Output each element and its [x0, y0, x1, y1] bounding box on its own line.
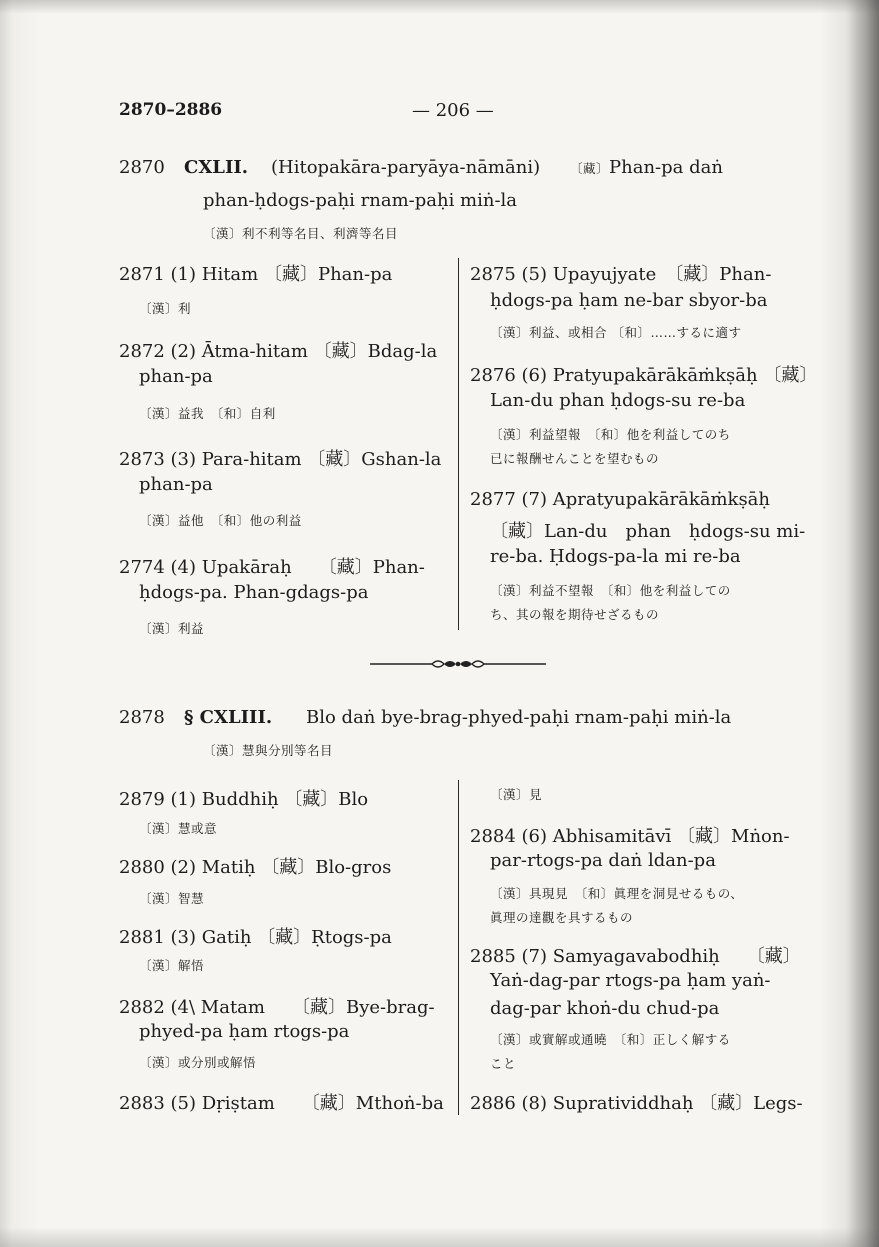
entry-2877-line3: re-ba. Ḥdogs-pa-la mi re-ba [490, 546, 741, 567]
section2-chinese: 〔漢〕慧與分別等名目 [203, 743, 334, 758]
section1-title-rest: (Hitopakāra-paryāya-nāmāni) [271, 157, 541, 178]
entry-2882-chinese: 〔漢〕或分別或解悟 [139, 1055, 257, 1070]
entry-2883-line1: 2883 (5) Dṛiṣtam 〔藏〕Mthoṅ-ba [119, 1093, 444, 1114]
entry-2877-line1: 2877 (7) Apratyupakārākāṁkṣāḥ [470, 489, 771, 510]
section1-tib-label: 〔藏〕Phan-pa daṅ [570, 157, 723, 178]
entry-2885-line3: dag-par khoṅ-du chud-pa [490, 998, 720, 1019]
entry-2881-line1: 2881 (3) Gatiḥ 〔藏〕Ṛtogs-pa [119, 927, 392, 948]
entry-2873-chinese: 〔漢〕益他 〔和〕他の利益 [139, 513, 302, 528]
entry-2875-chinese: 〔漢〕利益、或相合 〔和〕……するに適す [490, 325, 742, 340]
entry-2877-chinese-2: ち、其の報を期待せざるもの [490, 607, 660, 622]
section2-title-bold: § CXLIII. [184, 707, 273, 728]
entry-2871-line1: 2871 (1) Hitam 〔藏〕Phan-pa [119, 264, 393, 285]
section1-tib-line2: phan-ḥdogs-paḥi rnam-paḥi miṅ-la [203, 190, 518, 211]
entry-2881-chinese: 〔漢〕解悟 [139, 958, 205, 973]
entry-2885-chinese-2: こと [490, 1056, 517, 1071]
entry-2877-line2: 〔藏〕Lan-du phan ḥdogs-su mi- [490, 521, 806, 542]
page-range: 2870–2886 [119, 100, 223, 120]
section2-number: 2878 [119, 707, 165, 728]
entry-2883-chinese: 〔漢〕見 [490, 787, 543, 802]
entry-2885-line1: 2885 (7) Samyagavabodhiḥ 〔藏〕 [470, 946, 801, 967]
section2-title-rest: Blo daṅ bye-brag-phyed-paḥi rnam-paḥi miṅ-la [306, 707, 732, 728]
entry-2882-line2: phyed-pa ḥam rtogs-pa [139, 1021, 350, 1042]
entry-2879-line1: 2879 (1) Buddhiḥ 〔藏〕Blo [119, 789, 369, 810]
column-divider-1 [458, 258, 459, 630]
column-divider-2 [458, 780, 459, 1115]
page-number: — 206 — [412, 100, 494, 121]
entry-2879-chinese: 〔漢〕慧或意 [139, 821, 218, 836]
entry-2774-line2: ḥdogs-pa. Phan-gdags-pa [139, 582, 369, 603]
section1-number: 2870 [119, 157, 165, 178]
entry-2774-chinese: 〔漢〕利益 [139, 621, 205, 636]
entry-2882-line1: 2882 (4\ Matam 〔藏〕Bye-brag- [119, 997, 435, 1018]
entry-2876-chinese-2: 已に報酬せんことを望むもの [490, 451, 660, 466]
entry-2876-line1: 2876 (6) Pratyupakārākāṁkṣāḥ 〔藏〕 [470, 365, 818, 386]
entry-2880-line1: 2880 (2) Matiḥ 〔藏〕Blo-gros [119, 857, 392, 878]
entry-2876-chinese-1: 〔漢〕利益望報 〔和〕他を利益してのち [490, 427, 731, 442]
entry-2774-line1: 2774 (4) Upakāraḥ 〔藏〕Phan- [119, 557, 425, 578]
entry-2880-chinese: 〔漢〕智慧 [139, 891, 205, 906]
entry-2875-line1: 2875 (5) Upayujyate 〔藏〕Phan- [470, 264, 772, 285]
entry-2877-chinese-1: 〔漢〕利益不望報 〔和〕他を利益しての [490, 583, 731, 598]
entry-2872-line2: phan-pa [139, 366, 213, 387]
entry-2873-line2: phan-pa [139, 474, 213, 495]
entry-2872-chinese: 〔漢〕益我 〔和〕自利 [139, 406, 276, 421]
entry-2885-chinese-1: 〔漢〕或實解或通曉 〔和〕正しく解する [490, 1032, 731, 1047]
section1-chinese: 〔漢〕利不利等名目、利濟等名目 [203, 226, 399, 241]
entry-2871-chinese: 〔漢〕利 [139, 301, 192, 316]
entry-2876-line2: Lan-du phan ḥdogs-su re-ba [490, 390, 746, 411]
entry-2873-line1: 2873 (3) Para-hitam 〔藏〕Gshan-la [119, 449, 442, 470]
page-binding-shadow [845, 0, 879, 1247]
scan-bottom-edge [0, 1227, 879, 1247]
entry-2884-line2: par-rtogs-pa daṅ ldan-pa [490, 850, 716, 871]
entry-2884-line1: 2884 (6) Abhisamitāvī 〔藏〕Mṅon- [470, 826, 790, 847]
section1-title-bold: CXLII. [184, 157, 249, 178]
entry-2884-chinese-2: 眞理の達觀を具するもの [490, 910, 634, 925]
entry-2886-line1: 2886 (8) Supratividdhaḥ 〔藏〕Legs- [470, 1093, 803, 1114]
ornament-divider [370, 656, 546, 672]
entry-2872-line1: 2872 (2) Ātma-hitam 〔藏〕Bdag-la [119, 341, 438, 362]
entry-2875-line2: ḥdogs-pa ḥam ne-bar sbyor-ba [490, 290, 768, 311]
entry-2884-chinese-1: 〔漢〕具現見 〔和〕眞理を洞見せるもの、 [490, 886, 744, 901]
scan-top-edge [0, 0, 879, 14]
entry-2885-line2: Yaṅ-dag-par rtogs-pa ḥam yaṅ- [490, 970, 771, 991]
